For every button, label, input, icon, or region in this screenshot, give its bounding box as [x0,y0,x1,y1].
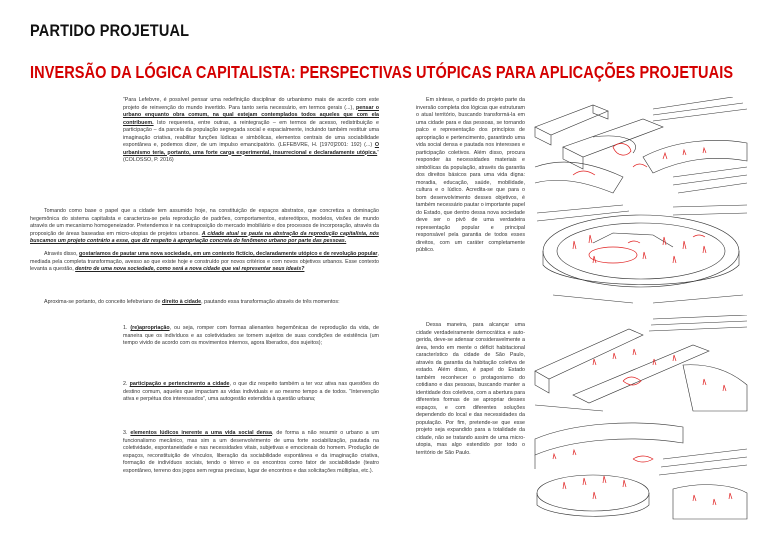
sketch-aerial-2 [533,203,749,311]
right-to-city-paragraph: Aproxima-se portanto, do conceito lefebvriano de direito à cidade, pautando essa transformação através de três momentos: [44,299,340,305]
section-title: PARTIDO PROJETUAL [30,22,190,40]
synthesis-paragraph: Em síntese, o partido do projeto parte da inversão completa dos lógicas que estruturam o atual território, buscando transformá-la em uma cidade para e das pessoas, se tornando palco e representação dos princípios de apropriação e pertencimento, garantindo uma vida social densa e pautada nos interesses e participação coletivos. Além disso, procura responder às necessidades materiais e simbólicas da população, através da garantia dos direitos básicos para uma vida digna: moradia, educação, saúde, mobilidade, cultura e o lúdico. Acredita-se que para o bom desenvolvimento desses objetivos, é também necessário pautar o importante papel do Estado, que dentro dessa nova sociedade deve ser o pivô de uma verdadeira representação popular e principal responsável pela garantia de todos esses direitos, com um caráter completamente público. [416,97,526,253]
list-item: 2. participação e pertencimento a cidade, o que diz respeito também a ter voz ativa nas questões do destino comum, aqueles que impactam as vidas individuais e ao mesmo tempo a de todos. “Intervenção ativa e perpétua dos interessados”, uma autogestão estendida à questão urbana; [123,381,379,402]
utopia-paragraph: Através disso, gostaríamos de pautar uma nova sociedade, em um contexto fictício, declaradamente utópico e de revolução popular, mediada pela completa transformação, avesso ao que existe hoje e construído por novos critérios e com novos objetivos urbanos. Esse contexto levanta a questão, dentro de uma nova sociedade, como será a nova cidade que vai representar seus ideais? [30,251,379,272]
sketch-aerial-3 [533,315,749,415]
urban-sketches [533,97,749,525]
lefebvre-quote: “Para Lefebvre, é possível pensar uma redefinição disciplinar do urbanismo mais de acordo com este projeto de reinvenção do mundo invertido. Para tanto seria necessário, em termos gerais (...), pensar o urbano enquanto obra comum, na qual estejam contemplados todos aqueles que com ela contribuem. Isto requereria, entre outras, a reintegração – em termos de acesso, redistribuição e participação – da parcela da população segregada social e espacialmente, incluindo também restituir uma imaginação criativa, reabilitar funções lúdicas e simbólicas, elementos centrais de uma sociabilidade espontânea e, podemos dizer, de um impulso emancipatório. (LEFEBVRE, H. [1970]2001: 192) (...) O urbanismo teria, portanto, uma forte carga experimental, insurrecional e declaradamente utópica.” (COLOSSO, P. 2016) [123,97,379,163]
sketch-aerial-4 [533,419,749,525]
page-title: INVERSÃO DA LÓGICA CAPITALISTA: PERSPECTIVAS UTÓPICAS PARA APLICAÇÕES PROJETUAIS [30,62,734,82]
list-item: 3. elementos lúdicos inerente a uma vida social densa, de forma a não resumir o urbano a um funcionalismo mecânico, mas sim a um desenvolvimento de uma forte sociabilização, pautada na coletividade, espontaneidade e nas necessidades vitais, subjetivas e emocionais do homem. Produção de espaços, reconstituição de vínculos, liberação da sociabilidade espontânea e da imaginação criativa, formação de indivíduos sociais, tendo o térreo e os encontros como fator de sociabilidade (teatro espontâneo, terreno dos jogos sem regras precisas, lugar de encontros e das solicitações múltiplas, etc.). [123,430,379,474]
intro-paragraph: Tomando como base o papel que a cidade tem assumido hoje, na constituição de espaços abstratos, que concretiza a dominação hegemônica do sistema capitalista e caracteriza-se pela reprodução de padrões, comportamentos, estereótipos, modelos, visões de mundo através de um mecanismo homogeneizador. Pretendemos ir na contraposição do mercado imobiliário e dos processos de incorporação, através da proposição de áreas baseadas em micro-utopias de projetos urbanos. A cidade atual se pauta na abstração da reprodução capitalista, nós buscamos um projeto contrário a esse, que diz respeito à apropriação concreta do fenômeno urbano por parte das pessoas. [30,208,379,244]
list-item: 1. (re)apropriação, ou seja, romper com formas alienantes hegemônicas de reprodução da vida, de maneira que os indivíduos e as coletividades se tornem sujeitos de suas condições de existência (um tempo vivido de acordo com os movimentos internos, agora liberados, dos sujeitos); [123,325,380,346]
density-paragraph: Dessa maneira, para alcançar uma cidade verdadeiramente democrática e auto-gerida, deve-se adensar consideravelmente a área, tendo em mente o déficit habitacional característico da cidade de São Paulo, através da garantia da habitação coletiva de estado. Além disso, é papel do Estado também reconhecer o protagonismo do cotidiano e das pessoas, buscando manter a identidade dos coletivos, com a abertura para diferentes formas de se apropriar desses espaços, e com diferentes soluções dependendo do local e das necessidades da população. Por fim, pretende-se que esse projeto seja expandido para a totalidade da cidade, não se tratando assim de uma micro-utopia, mas algo estendido por todo o território de São Paulo. [416,322,525,456]
sketch-aerial-1 [533,97,749,199]
